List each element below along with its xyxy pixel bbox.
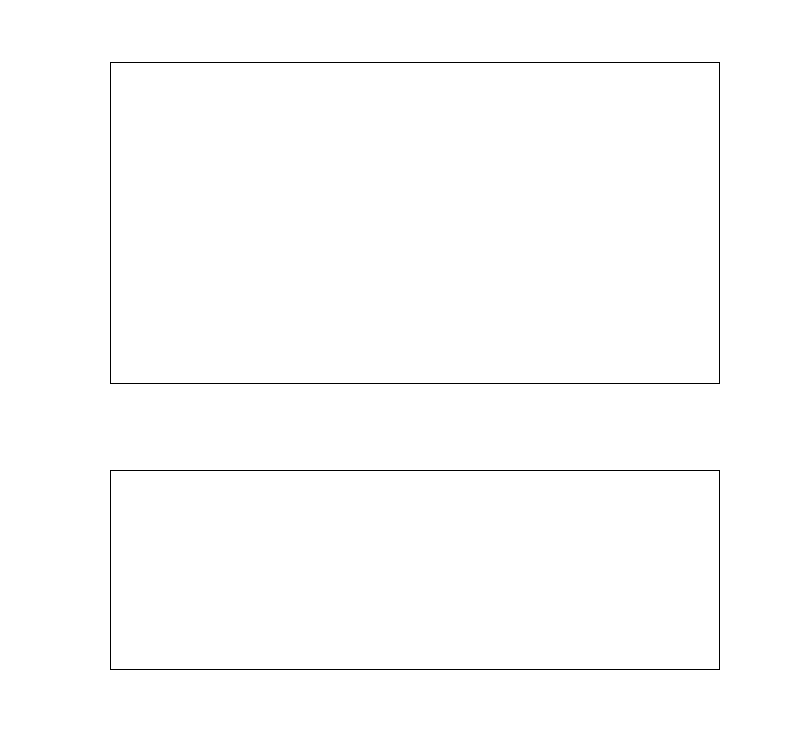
- bottom-chart-svg: [111, 471, 719, 669]
- top-chart-plot-area: [110, 62, 720, 384]
- bottom-chart-plot-area: [110, 470, 720, 670]
- top-chart-svg: [111, 63, 719, 383]
